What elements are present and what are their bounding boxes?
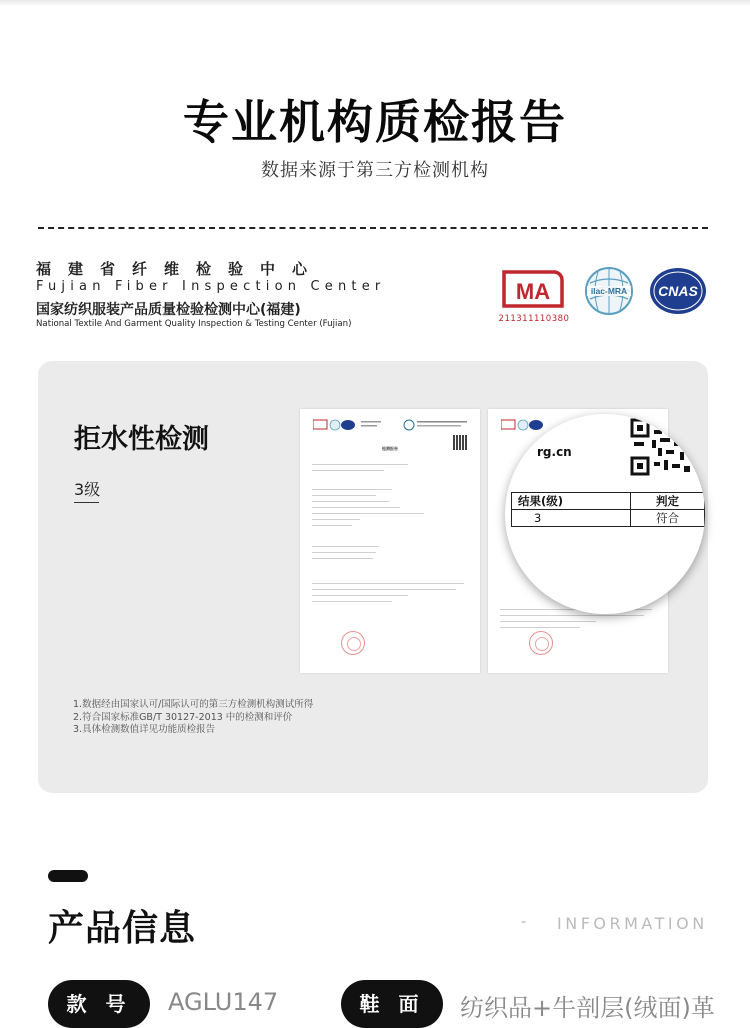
result-judgement-header: 判定 [631,493,705,510]
institution-full-name-cn: 国家纺织服装产品质量检验检测中心(福建) [36,302,301,318]
report-header-logos [313,419,473,433]
note-line: 2.符合国家标准GB/T 30127-2013 中的检测和评价 [73,711,293,723]
institution-full-name-en: National Textile And Garment Quality Inspection & Testing Center (Fujian) [36,319,352,329]
test-name: 拒水性检测 [74,424,209,455]
report-page-1 [300,409,480,673]
style-number-value: AGLU147 [168,988,279,1016]
section-subtitle-en: INFORMATION [557,914,708,933]
institution-name-en: Fujian Fiber Inspection Center [36,279,386,294]
page-subtitle: 数据来源于第三方检测机构 [261,160,489,181]
magnifier-zoom [505,414,705,614]
style-number-label: 款 号 [48,980,150,1028]
institution-name-cn: 福建省纤维检验中心 [36,260,325,278]
result-table [511,492,705,527]
section-title: 产品信息 [48,908,197,949]
institution-block [36,258,386,330]
upper-material-value: 纺织品+牛剖层(绒面)革 [460,994,715,1022]
top-shade [0,0,750,6]
result-grade-value: 3 [512,510,631,527]
magnified-url-fragment: rg.cn [537,445,572,459]
report-content-lines [500,609,660,633]
dashed-divider [38,227,708,229]
result-judgement-value: 符合 [631,510,705,527]
note-line: 3.具体检测数值详见功能质检报告 [73,724,216,735]
result-table-header [512,493,705,510]
certification-logos [498,266,710,332]
test-notes [73,699,313,737]
result-grade-header: 结果(级) [512,493,631,510]
ilac-logo-text: ilac-MRA [590,286,628,296]
table-row [512,510,705,527]
test-grade: 3级 [74,480,101,499]
report-stamp-icon [341,631,365,655]
test-report-panel [38,361,708,793]
qr-code-icon [630,418,692,476]
report-content-lines [312,464,472,607]
upper-material-label: 鞋 面 [341,980,443,1028]
note-line: 1.数据经由国家认可/国际认可的第三方检测机构测试所得 [73,699,314,710]
section-dash: - [521,914,527,930]
cma-number: 211311110380 [498,314,570,324]
cnas-logo-icon [648,266,708,316]
cnas-logo-text: CNAS [658,283,698,299]
report-title: 检测报告 [382,446,398,451]
ilac-mra-logo-icon [584,266,634,316]
grade-underline [74,502,99,503]
page-title: 专业机构质检报告 [183,95,567,149]
cma-logo-text: MA [515,279,551,304]
report-stamp-icon [529,631,553,655]
section-accent-bar [48,870,88,882]
